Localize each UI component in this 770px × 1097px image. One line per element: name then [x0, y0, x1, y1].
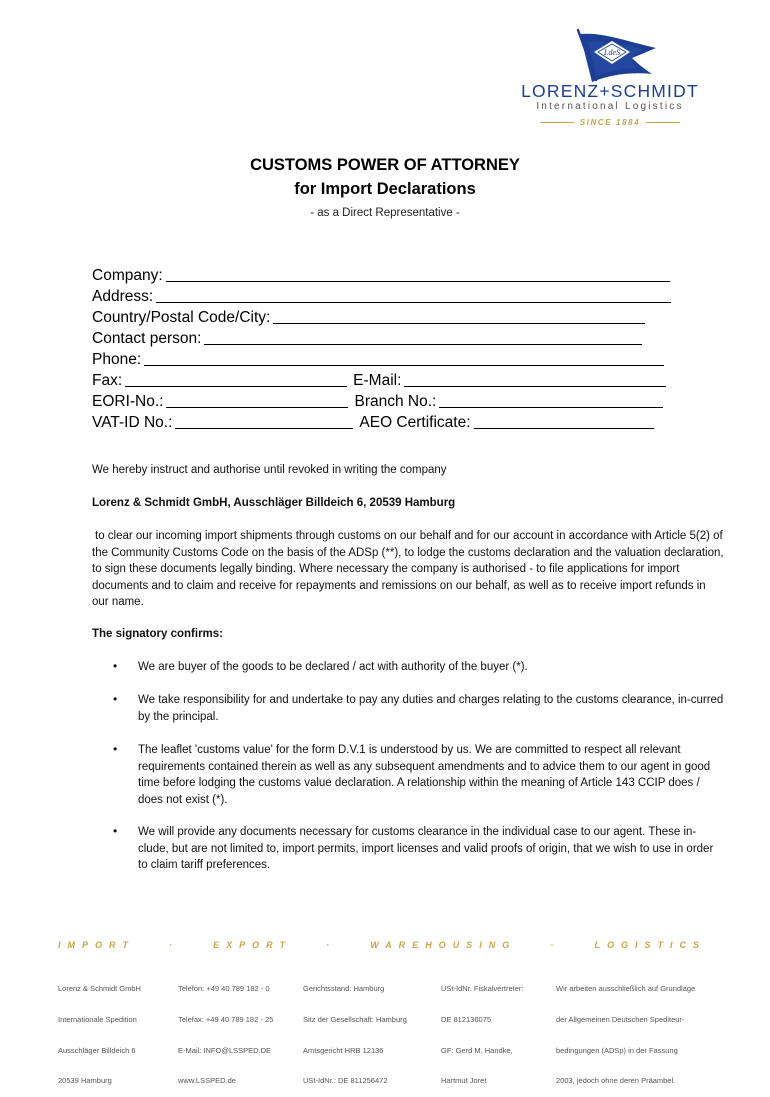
document-title-line2: for Import Declarations: [294, 180, 476, 198]
footer-email[interactable]: E-Mail: INFO@LSSPED.DE: [178, 1045, 272, 1055]
footer-fax: Telefax: +49 40 789 182 - 25: [178, 1015, 274, 1025]
contact-label: Contact person:: [92, 330, 202, 347]
branch-blank[interactable]: [439, 393, 663, 408]
footer-separator: ·: [168, 940, 179, 950]
footer-company-line: Internationale Spedition: [58, 1015, 137, 1025]
address-field-row: [92, 286, 671, 306]
footer-company-line: Ausschläger Billdeich 6: [58, 1045, 136, 1055]
footer-legal-line: Sitz der Gesellschaft: Hamburg: [303, 1015, 407, 1025]
footer-terms-line: Wir arbeiten ausschließlich auf Grundlage: [556, 984, 696, 994]
brand-name-right: SCHMIDT: [610, 81, 699, 101]
footer-separator: ·: [326, 940, 337, 950]
company-flag-logo: [572, 28, 658, 84]
footer-services-bar: [58, 940, 706, 954]
company-field-row: [92, 265, 670, 285]
contact-field-row: [92, 328, 642, 348]
authorisation-paragraph: to clear our incoming import shipments through customs on our behalf and for our account in accordance with Article 5(2) of the Community Customs Code on the basis of the ADSp (**), to lodge the customs declaration and the valuation declaration, to sign these documents legally binding. Where necessary the company is authorised - to file applications for import documents and to claim and receive for repayments and remissions on our behalf, as well as to receive import refunds in our name.: [92, 530, 724, 608]
vat-aeo-field-row: [92, 412, 654, 432]
footer-contact-info: [178, 964, 273, 1097]
fax-label: Fax:: [92, 372, 123, 389]
brand-name: [500, 81, 720, 102]
footer-terms-line: bedingungen (ADSp) in der Fassung: [556, 1045, 678, 1055]
address-blank[interactable]: [156, 288, 671, 303]
address-label: Address:: [92, 288, 154, 305]
email-blank[interactable]: [404, 372, 666, 387]
phone-label: Phone:: [92, 351, 142, 368]
aeo-label: AEO Certificate:: [359, 414, 471, 431]
signatory-heading: The signatory confirms:: [92, 628, 223, 640]
bullet-marker: •: [113, 692, 118, 706]
footer-website[interactable]: www.LSSPED.de: [178, 1076, 236, 1086]
eori-blank[interactable]: [166, 393, 348, 408]
footer-terms-line: 2003, jedoch ohne deren Präambel.: [556, 1076, 676, 1086]
footer-separator: ·: [550, 940, 561, 950]
footer-legal-line: Gerichtsstand: Hamburg: [303, 984, 385, 994]
footer-service-warehousing: WAREHOUSING: [370, 940, 517, 950]
footer-company-info: [58, 964, 141, 1097]
country-blank[interactable]: [273, 309, 645, 324]
since-rule-left: [540, 122, 574, 123]
since-row: [540, 116, 680, 128]
phone-field-row: [92, 349, 664, 369]
fax-email-field-row: [92, 370, 666, 390]
eori-branch-field-row: [92, 391, 663, 411]
vat-blank[interactable]: [175, 414, 353, 429]
footer-tax-line: GF: Gerd M. Handke,: [441, 1045, 513, 1055]
footer-legal-info: [303, 964, 407, 1097]
agent-company-line: Lorenz & Schmidt GmbH, Ausschläger Billdeich 6, 20539 Hamburg: [92, 497, 456, 509]
footer-service-export: EXPORT: [213, 940, 292, 950]
bullet-item-1: We are buyer of the goods to be declared / act with authority of the buyer (*).: [138, 661, 528, 673]
bullet-marker: •: [113, 659, 118, 673]
aeo-blank[interactable]: [474, 414, 654, 429]
phone-blank[interactable]: [144, 351, 664, 366]
footer-tax-line: USt-IdNr. Fiskalvertreter:: [441, 984, 524, 994]
bullet-item-2: We take responsibility for and undertake to pay any duties and charges relating to the customs clearance, in-curred by the principal.: [138, 694, 724, 723]
brand-name-plus: +: [599, 81, 611, 101]
brand-name-left: LORENZ: [521, 81, 600, 101]
footer-tax-line: Hartmut Joret: [441, 1076, 487, 1086]
footer-tax-info: [441, 964, 524, 1097]
company-label: Company:: [92, 267, 163, 284]
bullet-marker: •: [113, 742, 118, 756]
footer-company-line: 20539 Hamburg: [58, 1076, 112, 1086]
since-text: SINCE 1884: [579, 117, 641, 127]
eori-label: EORI-No.:: [92, 393, 164, 410]
brand-subtitle: International Logistics: [536, 101, 684, 112]
country-label: Country/Postal Code/City:: [92, 309, 271, 326]
footer-tax-line: DE 812136075: [441, 1015, 492, 1025]
footer-terms-info: [556, 964, 695, 1097]
vat-label: VAT-ID No.:: [92, 414, 173, 431]
country-field-row: [92, 307, 645, 327]
since-rule-right: [646, 122, 680, 123]
branch-label: Branch No.:: [354, 393, 437, 410]
flag-monogram: LdeS: [604, 48, 620, 57]
fax-blank[interactable]: [125, 372, 347, 387]
footer-legal-line: USt-IdNr.: DE 811256472: [303, 1076, 388, 1086]
footer-terms-line: der Allgemeinen Deutschen Spediteur-: [556, 1015, 685, 1025]
document-subtitle: - as a Direct Representative -: [310, 207, 460, 219]
footer-service-import: IMPORT: [58, 940, 135, 950]
footer-legal-line: Amtsgericht HRB 12136: [303, 1045, 384, 1055]
intro-text: We hereby instruct and authorise until revoked in writing the company: [92, 464, 447, 476]
footer-service-logistics: LOGISTICS: [594, 940, 706, 950]
email-label: E-Mail:: [353, 372, 402, 389]
bullet-item-4: We will provide any documents necessary for customs clearance in the individual case to our agent. These in-clude, but are not limited to, import permits, import licenses and valid proofs of origin, that we wish to use in order to claim tariff preferences.: [138, 826, 714, 871]
footer-phone: Telefon: +49 40 789 182 - 0: [178, 984, 270, 994]
contact-blank[interactable]: [204, 330, 642, 345]
document-title: CUSTOMS POWER OF ATTORNEY: [250, 156, 520, 174]
footer-company-line: Lorenz & Schmidt GmbH: [58, 984, 141, 994]
bullet-marker: •: [113, 824, 118, 838]
company-blank[interactable]: [166, 267, 670, 282]
bullet-item-3: The leaflet 'customs value' for the form D.V.1 is understood by us. We are committed to respect all relevant requirements contained therein as well as any subsequent amendments and to advice them to our agent in good time before lodging the customs value declaration. A relationship within the meaning of Article 143 CCIP does / does not exist (*).: [138, 744, 711, 806]
